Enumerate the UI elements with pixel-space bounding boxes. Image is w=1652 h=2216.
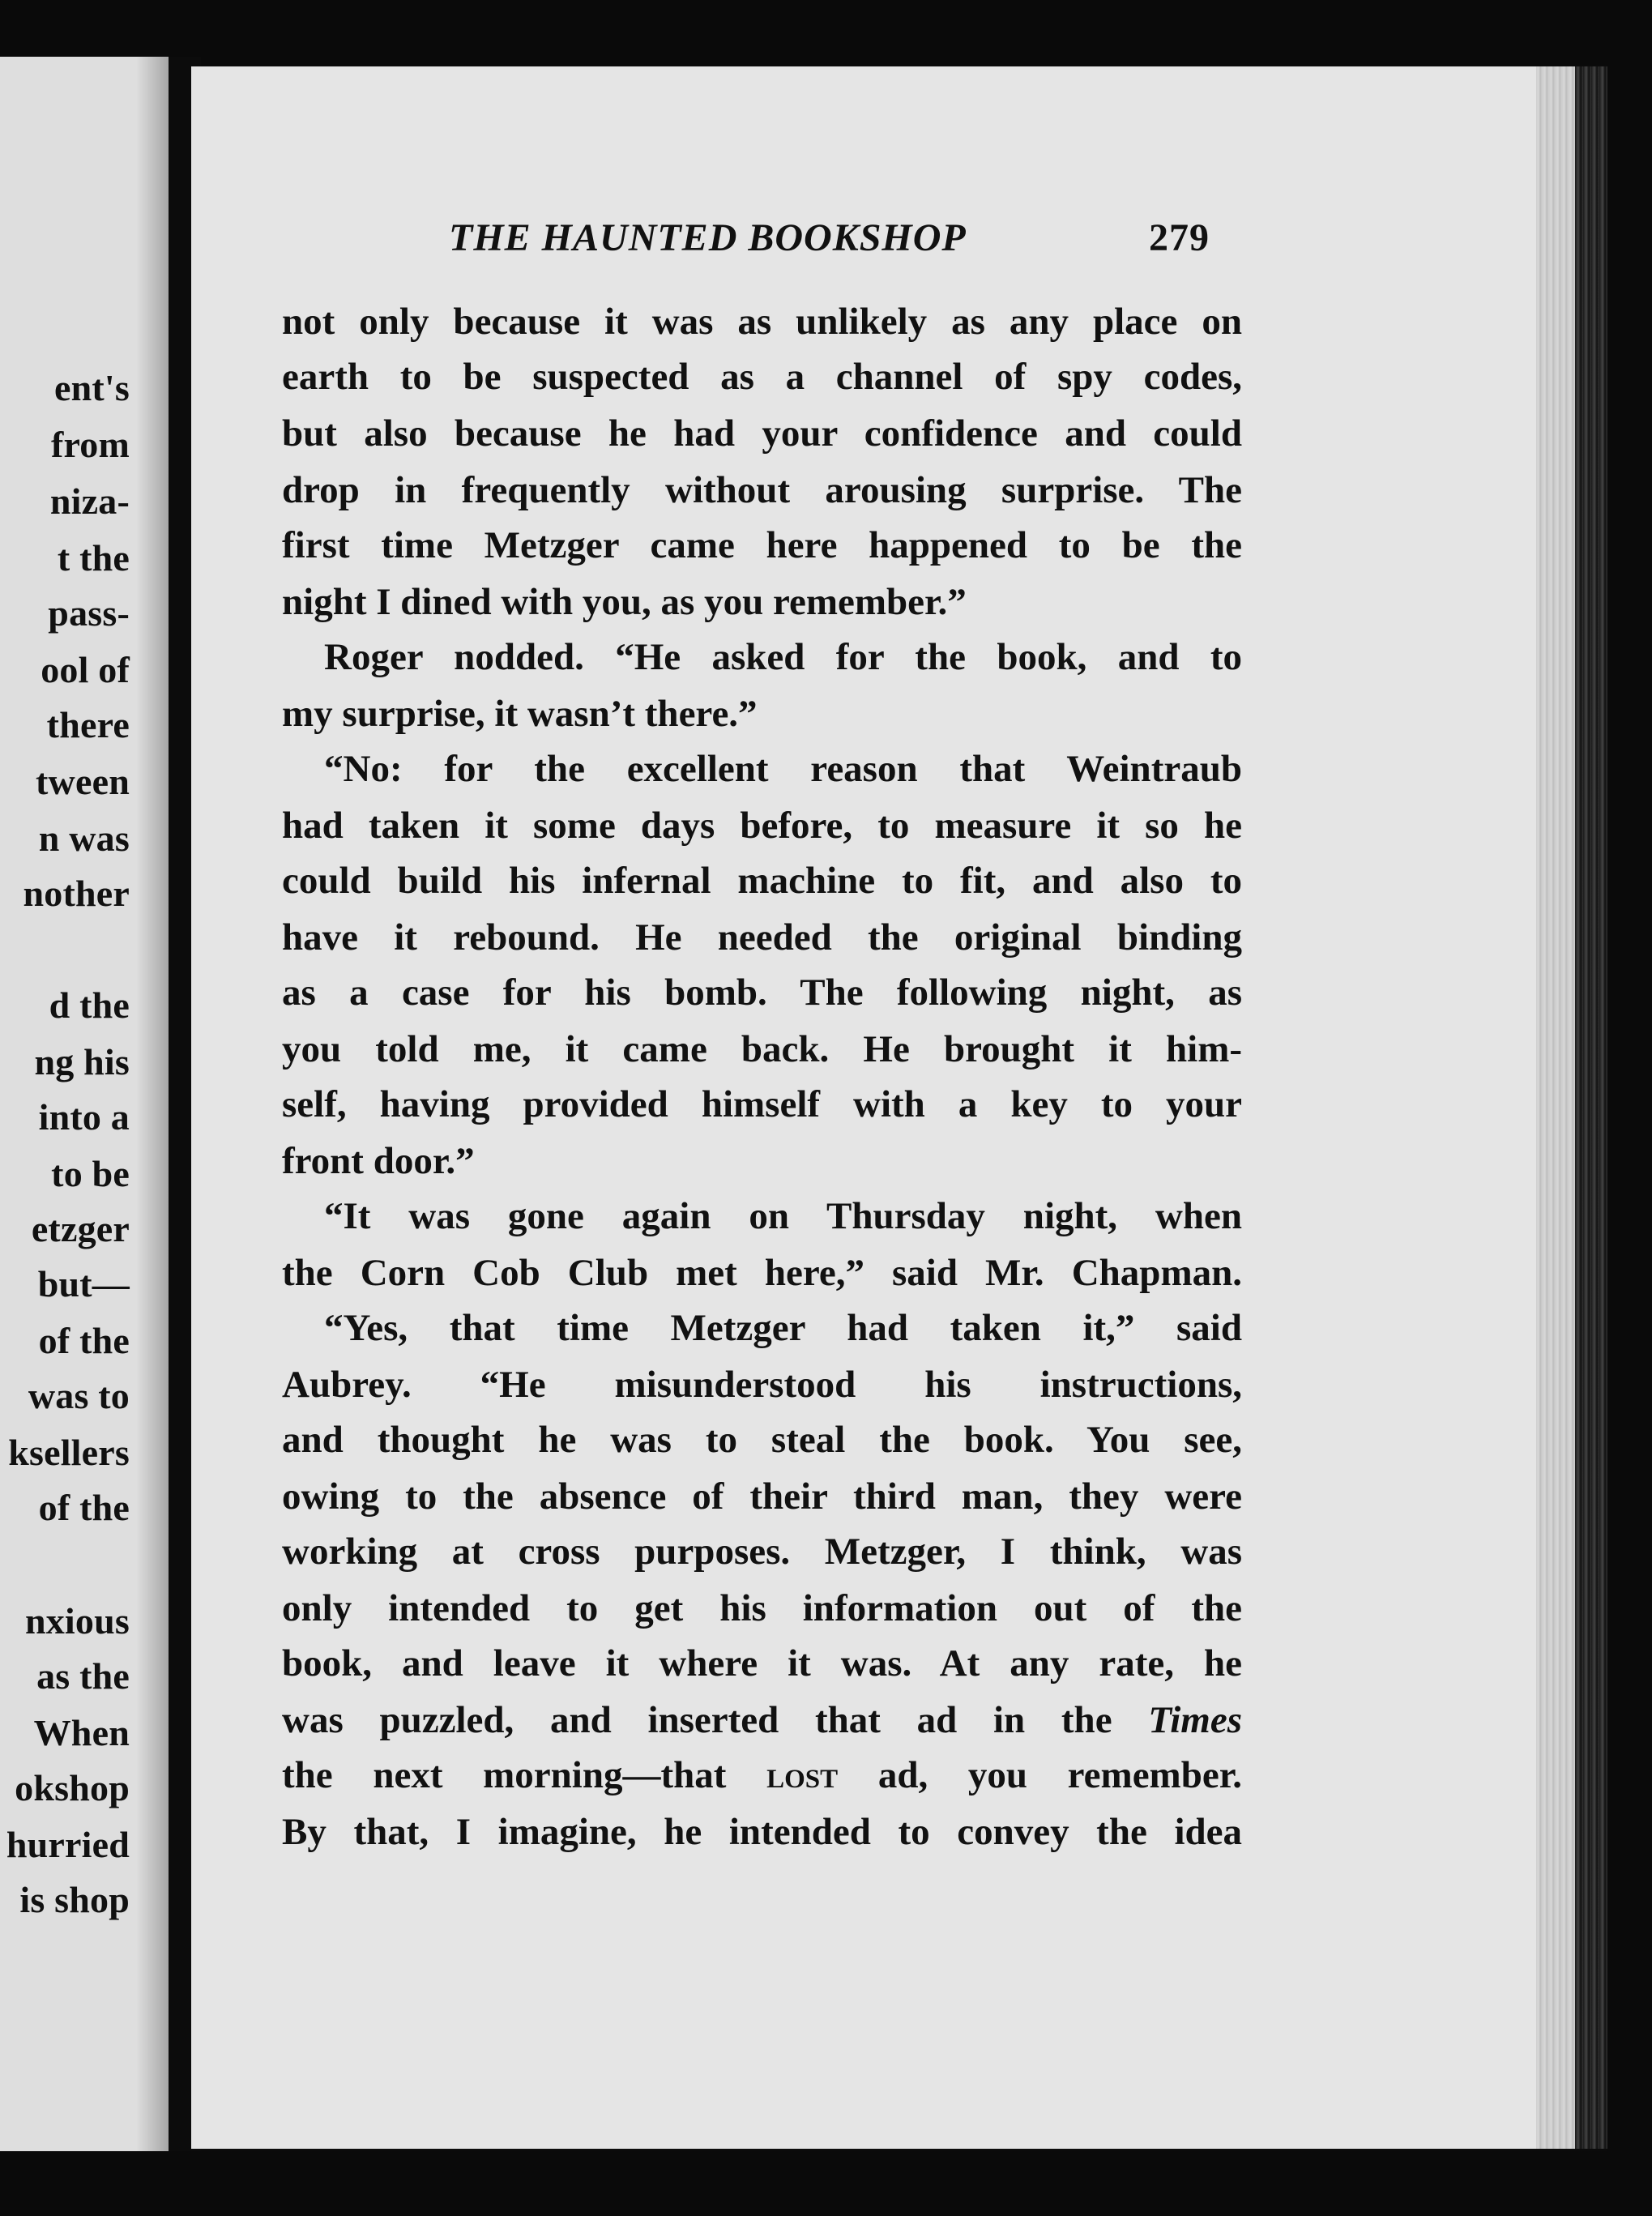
facing-page-line: okshop [15,1767,130,1808]
text-line: first time Metzger came here happened to be the [282,524,1242,566]
text-line: drop in frequently without arousing surprise. The [282,469,1242,511]
facing-page-line: ng his [34,1041,130,1082]
facing-page-line: ksellers [8,1432,130,1473]
facing-page-line: n was [38,818,130,859]
facing-page-line: ent's [54,367,130,408]
text-line: Aubrey. “He misunderstood his instructions, [282,1364,1242,1406]
facing-page-line: hurried [6,1824,130,1865]
text-line: “It was gone again on Thursday night, when [324,1195,1242,1237]
facing-page-line: ool of [41,649,130,690]
text-line: By that, I imagine, he intended to convey the idea [282,1811,1242,1853]
facing-page-line: was to [28,1375,130,1416]
text-line: have it rebound. He needed the original binding [282,916,1242,959]
scan-top-border [0,0,1652,65]
text-line: and thought he was to steal the book. You see, [282,1419,1242,1461]
facing-page-line: is shop [19,1879,130,1920]
facing-page-line: nother [23,873,130,914]
text-line: my surprise, it wasn’t there.” [282,693,758,735]
facing-page-line: t the [57,537,130,579]
text-line: could build his infernal machine to fit, and also to [282,860,1242,902]
text-segment: the next morning—that [282,1754,727,1796]
text-line: “Yes, that time Metzger had taken it,” said [324,1307,1242,1349]
scan-bottom-border [0,2151,1652,2216]
facing-page-line: d the [49,984,130,1026]
facing-page-line: there [46,704,130,745]
text-line: not only because it was as unlikely as any place on [282,301,1242,343]
page-number: 279 [1149,216,1210,259]
text-line: earth to be suspected as a channel of spy codes, [282,356,1242,398]
facing-page-line: as the [36,1655,130,1697]
facing-page-line: When [33,1712,130,1753]
facing-page-line: etzger [31,1208,130,1249]
running-head: THE HAUNTED BOOKSHOP [449,216,967,259]
facing-page-shadow [136,57,169,2155]
small-caps-word: lost [766,1754,839,1796]
text-line: had taken it some days before, to measure it so he [282,805,1242,847]
text-line: book, and leave it where it was. At any rate, he [282,1642,1242,1684]
text-segment: was puzzled, and inserted that ad in the [282,1699,1112,1741]
facing-page-line: pass- [48,592,130,634]
text-line: Roger nodded. “He asked for the book, and to [324,636,1242,678]
facing-page-line: into a [38,1096,130,1138]
text-line: front door.” [282,1140,475,1182]
book-cover-edge [1575,66,1607,2149]
facing-page-line: of the [38,1320,130,1361]
text-line: self, having provided himself with a key to your [282,1083,1242,1125]
text-segment: ad, you remember. [877,1754,1243,1796]
text-line: as a case for his bomb. The following night, as [282,971,1242,1014]
text-line [282,1750,1242,1800]
facing-page-line: tween [36,761,130,802]
facing-page-line: niza- [49,480,130,522]
text-line [282,1695,1242,1745]
text-line: the Corn Cob Club met here,” said Mr. Chapman. [282,1252,1242,1294]
text-line: but also because he had your confidence and could [282,412,1242,455]
facing-page-line: to be [51,1153,130,1194]
scan-right-border [1607,0,1652,2216]
text-line: working at cross purposes. Metzger, I think, was [282,1531,1242,1573]
text-line: “No: for the excellent reason that Weintraub [324,748,1242,790]
facing-page-line: of the [38,1487,130,1528]
facing-page [0,57,169,2155]
text-line: only intended to get his information out of the [282,1587,1242,1629]
facing-page-line: from [50,424,130,465]
italic-word: Times [1148,1699,1243,1741]
text-line: you told me, it came back. He brought it him- [282,1028,1242,1070]
text-line: owing to the absence of their third man, they were [282,1475,1242,1518]
facing-page-line: nxious [24,1600,130,1642]
text-line: night I dined with you, as you remember.” [282,581,967,623]
facing-page-line: but— [37,1263,130,1304]
